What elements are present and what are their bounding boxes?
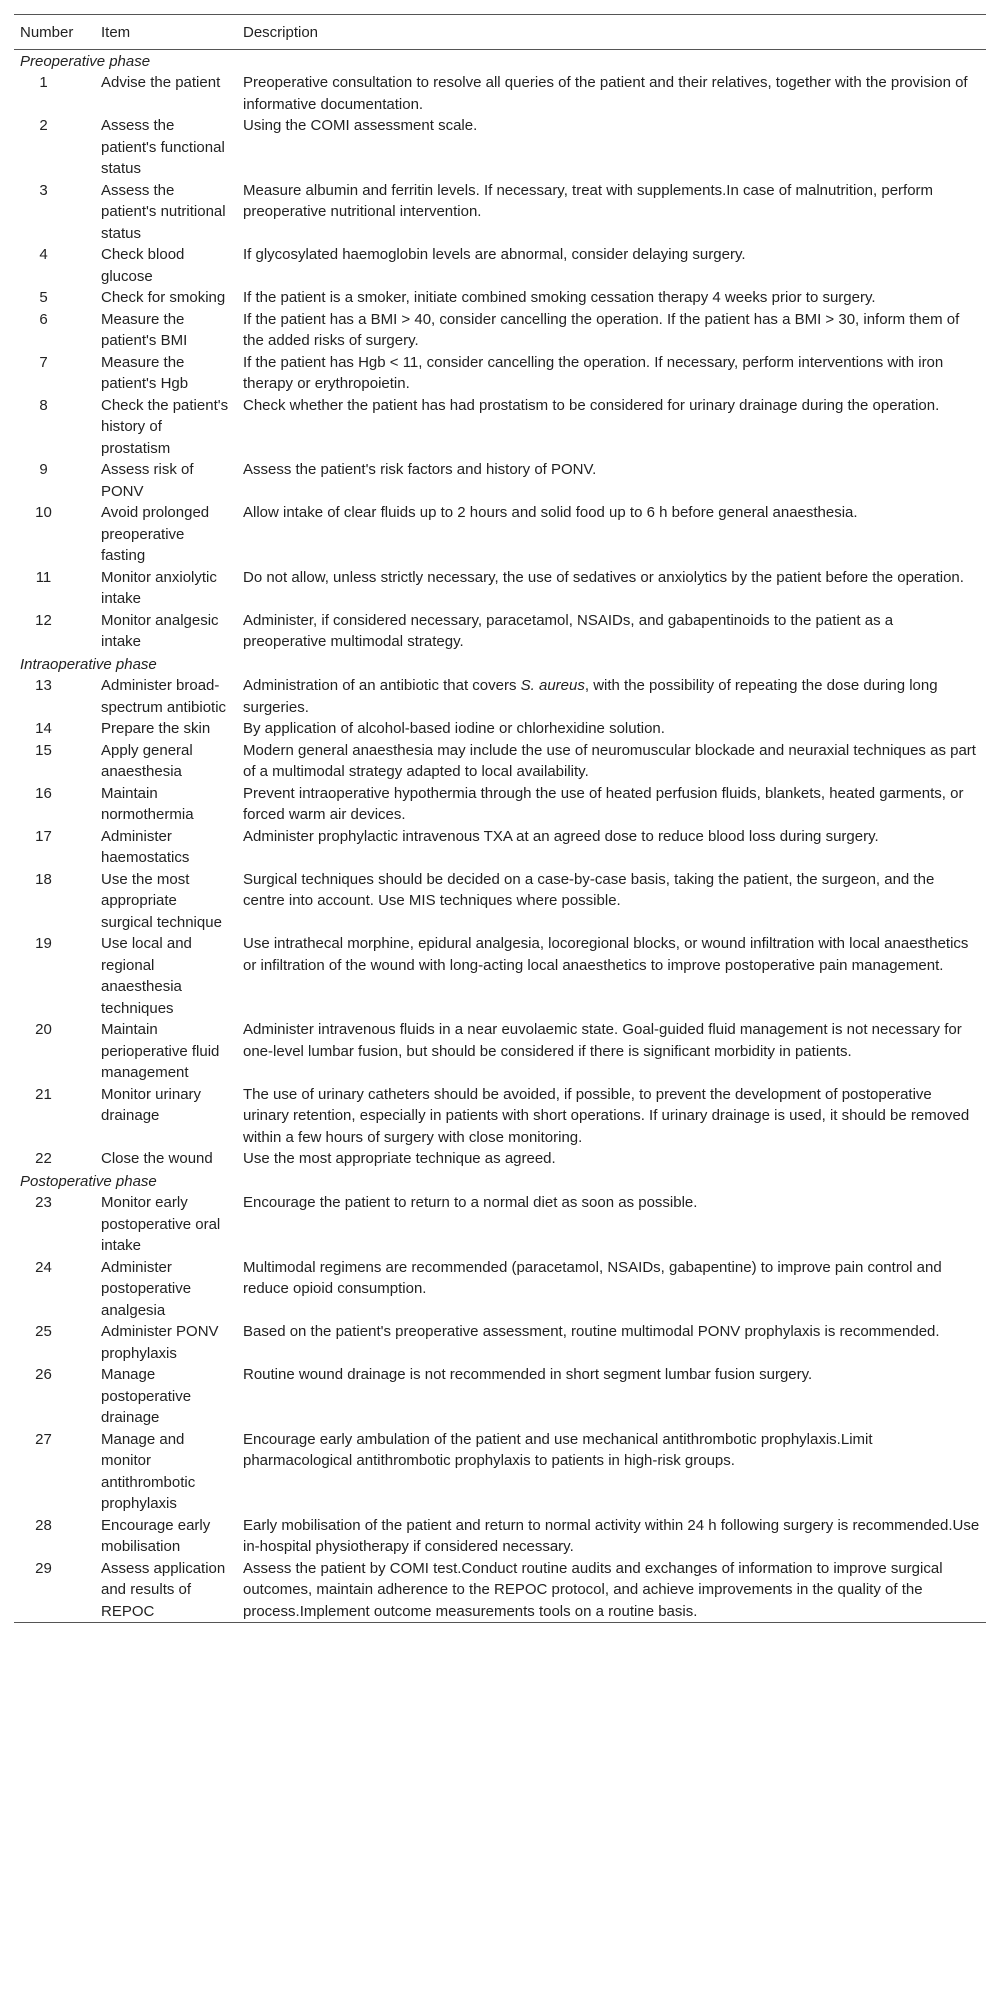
- table-row: [14, 718, 986, 740]
- row-number: 21: [35, 1085, 52, 1103]
- row-item: Measure the patient's BMI: [101, 310, 188, 349]
- table-row: [14, 244, 986, 287]
- table-row: [14, 115, 986, 180]
- row-description: Allow intake of clear fluids up to 2 hours and solid food up to 6 h before general anaesthesia.: [243, 504, 858, 521]
- row-number: 10: [35, 504, 52, 521]
- table-row: [14, 783, 986, 826]
- row-number: 18: [35, 870, 52, 888]
- row-item: Assess risk of PONV: [101, 461, 194, 500]
- table-row: [14, 869, 986, 934]
- row-description: Prevent intraoperative hypothermia through the use of heated perfusion fluids, blankets, heated garments, or forced warm air devices.: [243, 784, 964, 823]
- row-number: 14: [35, 720, 52, 737]
- row-description: Based on the patient's preoperative assessment, routine multimodal PONV prophylaxis is recommended.: [243, 1323, 940, 1340]
- row-description: Routine wound drainage is not recommended in short segment lumbar fusion surgery.: [243, 1366, 813, 1383]
- row-item: Administer haemostatics: [101, 827, 190, 866]
- table-row: [14, 1558, 986, 1623]
- row-item: Monitor analgesic intake: [101, 611, 219, 650]
- table-row: [14, 675, 986, 718]
- table-row: [14, 1084, 986, 1149]
- row-number: 11: [35, 568, 52, 586]
- row-number: 17: [35, 827, 52, 845]
- table-row: [14, 352, 986, 395]
- row-item: Advise the patient: [101, 74, 221, 91]
- row-description: Surgical techniques should be decided on a case-by-case basis, taking the patient, the surgeon, and the centre into account. Use MIS techniques where possible.: [243, 870, 935, 909]
- row-number: 8: [39, 396, 48, 414]
- row-item: Manage and monitor antithrombotic prophylaxis: [101, 1430, 196, 1512]
- row-number: 19: [35, 935, 52, 952]
- header-description: Description: [243, 24, 319, 41]
- row-number: 22: [35, 1150, 52, 1167]
- row-item: Check for smoking: [101, 289, 226, 306]
- row-description: Check whether the patient has had prostatism to be considered for urinary drainage during the operation.: [243, 396, 940, 414]
- table-row: [14, 309, 986, 352]
- table-row: [14, 610, 986, 653]
- row-number: 15: [35, 741, 52, 759]
- row-item: Avoid prolonged preoperative fasting: [101, 504, 210, 564]
- row-number: 20: [35, 1021, 52, 1038]
- row-number: 9: [39, 461, 48, 478]
- row-description: The use of urinary catheters should be avoided, if possible, to prevent the development of postoperative urinary retention, especially in patients with short operations. If urinary drainage is used, it should be removed within a few hours of surgery with close monitoring.: [243, 1085, 970, 1146]
- row-number: 26: [35, 1366, 52, 1383]
- row-item: Monitor early postoperative oral intake: [101, 1194, 221, 1254]
- description-text: , with the possibility of repeating the dose during long surgeries.: [243, 677, 938, 716]
- row-item: Use the most appropriate surgical technique: [101, 870, 222, 931]
- row-item: Manage postoperative drainage: [101, 1366, 192, 1426]
- section-row: [14, 1170, 986, 1193]
- row-item: Close the wound: [101, 1150, 213, 1167]
- table-row: [14, 502, 986, 567]
- table-row: [14, 826, 986, 869]
- row-number: 28: [35, 1516, 52, 1534]
- row-item: Administer broad-spectrum antibiotic: [101, 677, 227, 716]
- row-description: Encourage the patient to return to a normal diet as soon as possible.: [243, 1194, 698, 1211]
- row-description: Use the most appropriate technique as agreed.: [243, 1150, 556, 1167]
- row-description: Assess the patient by COMI test.Conduct routine audits and exchanges of information to improve surgical outcomes, maintain adherence to the REPOC protocol, and achieve improvements in the quality of the process.Implement outcome measurements tools on a routine basis.: [243, 1559, 943, 1620]
- row-description: Using the COMI assessment scale.: [243, 117, 478, 134]
- table-row: [14, 459, 986, 502]
- table-row: [14, 1192, 986, 1257]
- section-title: Intraoperative phase: [20, 655, 157, 673]
- row-item: Prepare the skin: [101, 720, 211, 737]
- table-body: [14, 49, 986, 1623]
- row-description: Early mobilisation of the patient and return to normal activity within 24 h following surgery is recommended.Use in-hospital physiotherapy if considered necessary.: [243, 1516, 980, 1555]
- header-number: Number: [20, 24, 74, 41]
- section-row: [14, 49, 986, 72]
- row-number: 12: [35, 611, 52, 629]
- section-row: [14, 653, 986, 676]
- table-row: [14, 1019, 986, 1084]
- row-number: 24: [35, 1258, 52, 1276]
- row-description: [237, 675, 986, 718]
- row-description: Do not allow, unless strictly necessary, the use of sedatives or anxiolytics by the patient before the operation.: [243, 568, 964, 586]
- row-description: Assess the patient's risk factors and history of PONV.: [243, 461, 597, 478]
- table-row: [14, 180, 986, 245]
- row-description: Multimodal regimens are recommended (paracetamol, NSAIDs, gabapentine) to improve pain control and reduce opioid consumption.: [243, 1258, 942, 1297]
- description-italic-text: S. aureus: [520, 677, 585, 694]
- header-item: Item: [101, 24, 131, 41]
- row-description: If the patient has Hgb < 11, consider cancelling the operation. If necessary, perform interventions with iron therapy or erythropoietin.: [243, 353, 944, 392]
- row-item: Encourage early mobilisation: [101, 1516, 211, 1555]
- row-item: Maintain perioperative fluid management: [101, 1021, 220, 1081]
- row-description: Preoperative consultation to resolve all queries of the patient and their relatives, together with the provision of informative documentation.: [243, 74, 968, 113]
- row-description: If the patient has a BMI > 40, consider cancelling the operation. If the patient has a BMI > 30, inform them of the added risks of surgery.: [243, 310, 960, 349]
- row-item: Assess application and results of REPOC: [101, 1559, 226, 1620]
- row-item: Measure the patient's Hgb: [101, 353, 189, 392]
- row-description: Encourage early ambulation of the patient and use mechanical antithrombotic prophylaxis.Limit pharmacological antithrombotic prophylaxis to patients in high-risk groups.: [243, 1430, 873, 1469]
- eras-protocol-table: [14, 14, 986, 1623]
- row-number: 13: [35, 677, 52, 694]
- row-number: 3: [39, 181, 48, 199]
- row-number: 23: [35, 1194, 52, 1211]
- table-header-row: [14, 15, 986, 50]
- row-number: 27: [35, 1430, 52, 1448]
- row-number: 5: [39, 289, 48, 306]
- row-item: Monitor anxiolytic intake: [101, 568, 217, 607]
- row-item: Monitor urinary drainage: [101, 1085, 202, 1124]
- row-number: 29: [35, 1559, 52, 1577]
- table-row: [14, 1515, 986, 1558]
- row-description: Measure albumin and ferritin levels. If necessary, treat with supplements.In case of malnutrition, perform preoperative nutritional intervention.: [243, 181, 934, 220]
- row-description: If glycosylated haemoglobin levels are abnormal, consider delaying surgery.: [243, 246, 746, 263]
- row-description: Administer intravenous fluids in a near euvolaemic state. Goal-guided fluid management is not necessary for one-level lumbar fusion, but should be considered if there is significant morbidity in patients.: [243, 1021, 962, 1060]
- row-number: 4: [39, 246, 48, 263]
- row-description: Modern general anaesthesia may include the use of neuromuscular blockade and neuraxial techniques as part of a multimodal strategy adapted to local availability.: [243, 741, 976, 780]
- row-description: If the patient is a smoker, initiate combined smoking cessation therapy 4 weeks prior to surgery.: [243, 289, 876, 306]
- row-description: Administer prophylactic intravenous TXA at an agreed dose to reduce blood loss during surgery.: [243, 827, 879, 845]
- row-item: Assess the patient's functional status: [101, 117, 225, 177]
- row-number: 7: [39, 353, 48, 371]
- table-row: [14, 395, 986, 460]
- row-description: By application of alcohol-based iodine or chlorhexidine solution.: [243, 720, 665, 737]
- table-row: [14, 933, 986, 1019]
- row-item: Check blood glucose: [101, 246, 185, 285]
- row-number: 16: [35, 784, 52, 802]
- table-row: [14, 1257, 986, 1322]
- row-item: Apply general anaesthesia: [101, 741, 193, 780]
- row-item: Use local and regional anaesthesia techniques: [101, 935, 192, 1017]
- row-description: Use intrathecal morphine, epidural analgesia, locoregional blocks, or wound infiltration with local anaesthetics or infiltration of the wound with long-acting local anaesthetics to improve postoperative pain management.: [243, 935, 969, 974]
- table-row: [14, 1321, 986, 1364]
- table-row: [14, 287, 986, 309]
- row-item: Administer PONV prophylaxis: [101, 1323, 219, 1362]
- row-number: 1: [39, 74, 48, 91]
- row-number: 6: [39, 310, 48, 328]
- table-row: [14, 567, 986, 610]
- row-item: Check the patient's history of prostatism: [101, 396, 229, 457]
- section-title: Preoperative phase: [20, 52, 151, 70]
- row-number: 2: [39, 117, 48, 134]
- section-title: Postoperative phase: [20, 1172, 157, 1190]
- table-row: [14, 72, 986, 115]
- description-text: Administration of an antibiotic that covers: [243, 677, 521, 694]
- row-item: Assess the patient's nutritional status: [101, 181, 226, 242]
- table-row: [14, 740, 986, 783]
- row-item: Maintain normothermia: [101, 784, 194, 823]
- table-row: [14, 1148, 986, 1170]
- row-item: Administer postoperative analgesia: [101, 1258, 192, 1319]
- row-number: 25: [35, 1323, 52, 1340]
- table-row: [14, 1364, 986, 1429]
- row-description: Administer, if considered necessary, paracetamol, NSAIDs, and gabapentinoids to the patient as a preoperative multimodal strategy.: [243, 611, 894, 650]
- table-row: [14, 1429, 986, 1515]
